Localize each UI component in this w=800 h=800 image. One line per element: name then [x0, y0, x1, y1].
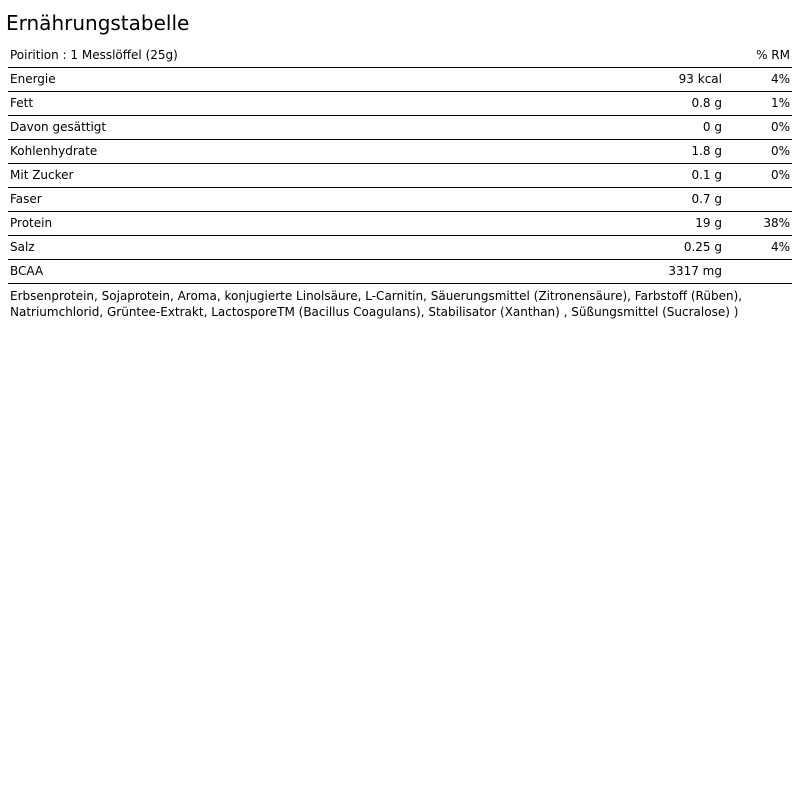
- nutrient-amount: 1.8 g: [691, 144, 722, 158]
- nutrient-rm: 0%: [770, 144, 790, 158]
- table-row-davon-gesaettigt: [8, 116, 792, 140]
- nutrient-label: Mit Zucker: [10, 168, 74, 182]
- nutrient-amount: 0.25 g: [683, 240, 722, 254]
- table-row-mit-zucker: [8, 164, 792, 188]
- nutrient-label: Salz: [10, 240, 35, 254]
- nutrient-label: Faser: [10, 192, 42, 206]
- nutrient-amount: 0.8 g: [691, 96, 722, 110]
- nutrient-amount: 3317 mg: [668, 264, 722, 278]
- nutrient-amount: 19 g: [695, 216, 722, 230]
- nutrient-label: Energie: [10, 72, 56, 86]
- nutrient-label: Kohlenhydrate: [10, 144, 98, 158]
- nutrient-rm: 0%: [770, 120, 790, 134]
- nutrient-label: BCAA: [10, 264, 44, 278]
- nutrient-rm: 0%: [770, 168, 790, 182]
- nutrient-rm: 4%: [770, 240, 790, 254]
- table-row-bcaa: [8, 260, 792, 284]
- nutrient-amount: 93 kcal: [678, 72, 722, 86]
- nutrient-rm: 38%: [763, 216, 790, 230]
- nutrient-label: Protein: [10, 216, 53, 230]
- portion-label: Poirition : 1 Messlöffel (25g): [10, 48, 178, 62]
- table-row-fett: [8, 92, 792, 116]
- rm-column-header: % RM: [756, 48, 790, 62]
- nutrient-rm: 4%: [770, 72, 790, 86]
- table-row-protein: [8, 212, 792, 236]
- nutrition-table: [8, 44, 792, 284]
- ingredients-list: Erbsenprotein, Sojaprotein, Aroma, konjugierte Linolsäure, L-Carnitin, Säuerungsmittel (Zitronensäure), Farbstoff (Rüben), Natriumchlorid, Grüntee-Extrakt, LactosporeTM (Bacillus Coagulans), Stabilisator (Xanthan) , Süßungsmittel (Sucralose) ): [10, 289, 743, 319]
- nutrient-amount: 0 g: [702, 120, 722, 134]
- nutrient-label: Fett: [10, 96, 34, 110]
- page-title: Ernährungstabelle: [6, 11, 190, 35]
- nutrient-amount: 0.1 g: [691, 168, 722, 182]
- nutrient-rm: 1%: [770, 96, 790, 110]
- nutrient-amount: 0.7 g: [691, 192, 722, 206]
- table-row-energie: [8, 68, 792, 92]
- table-row-faser: [8, 188, 792, 212]
- nutrient-label: Davon gesättigt: [10, 120, 107, 134]
- table-row-salz: [8, 236, 792, 260]
- table-header-row: [8, 44, 792, 68]
- table-row-kohlenhydrate: [8, 140, 792, 164]
